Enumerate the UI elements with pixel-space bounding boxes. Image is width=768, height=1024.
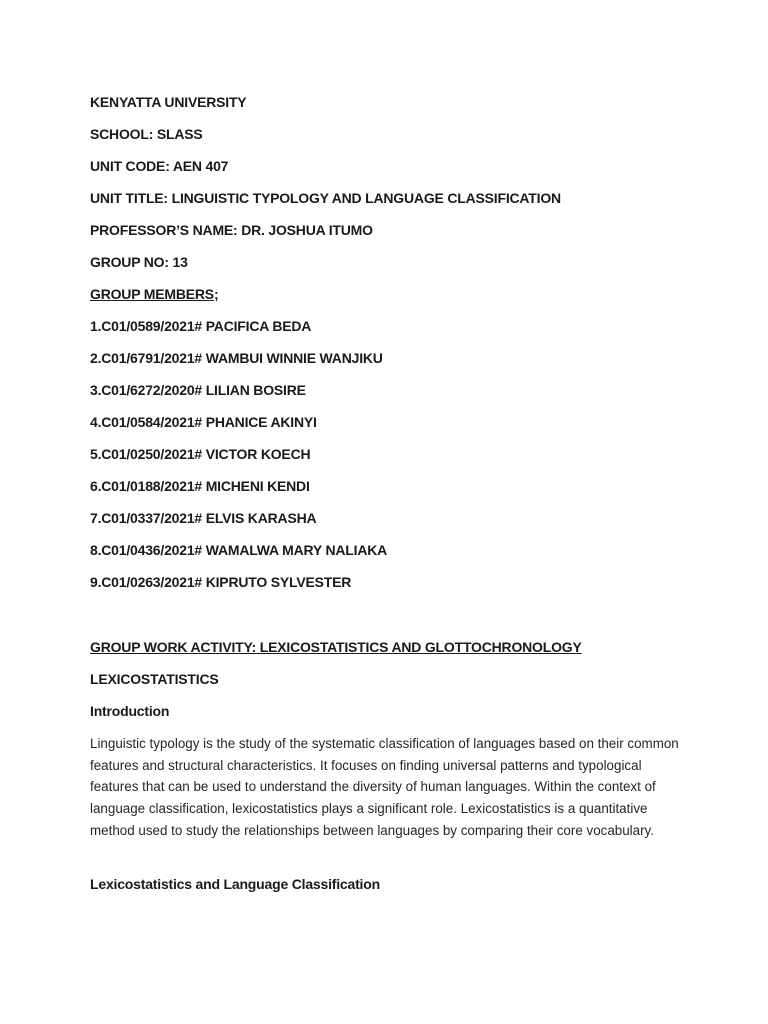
introduction-paragraph: Linguistic typology is the study of the systematic classification of languages based on their common features and structural characteristics. It focuses on finding universal patterns and typological features that can be used to understand the diversity of human languages. Within the context of language classification, lexicostatistics plays a significant role. Lexicostatistics is a quantitative method used to study the relationships between languages by comparing their core vocabulary. xyxy=(90,736,679,838)
list-item: 6.C01/0188/2021# MICHENI KENDI xyxy=(90,478,310,494)
list-item: 8.C01/0436/2021# WAMALWA MARY NALIAKA xyxy=(90,542,388,558)
list-item: 9.C01/0263/2021# KIPRUTO SYLVESTER xyxy=(90,574,352,590)
list-item: 1.C01/0589/2021# PACIFICA BEDA xyxy=(90,318,312,334)
introduction-heading: Introduction xyxy=(90,703,170,719)
list-item: 4.C01/0584/2021# PHANICE AKINYI xyxy=(90,414,317,430)
activity-title: GROUP WORK ACTIVITY: LEXICOSTATISTICS AND GLOTTOCHRONOLOGY xyxy=(90,639,582,655)
university-name: KENYATTA UNIVERSITY xyxy=(90,94,247,110)
list-item: 3.C01/6272/2020# LILIAN BOSIRE xyxy=(90,382,306,398)
list-item: 5.C01/0250/2021# VICTOR KOECH xyxy=(90,446,311,462)
school-line: SCHOOL: SLASS xyxy=(90,126,203,142)
subsection-heading: Lexicostatistics and Language Classification xyxy=(90,876,380,892)
professor-line: PROFESSOR’S NAME: DR. JOSHUA ITUMO xyxy=(90,222,373,238)
group-number-line: GROUP NO: 13 xyxy=(90,254,188,270)
list-item: 7.C01/0337/2021# ELVIS KARASHA xyxy=(90,510,317,526)
unit-code-line: UNIT CODE: AEN 407 xyxy=(90,158,229,174)
group-members-heading-text: GROUP MEMBERS xyxy=(90,286,214,302)
group-members-heading xyxy=(90,285,218,303)
list-item: 2.C01/6791/2021# WAMBUI WINNIE WANJIKU xyxy=(90,350,383,366)
unit-title-line: UNIT TITLE: LINGUISTIC TYPOLOGY AND LANGUAGE CLASSIFICATION xyxy=(90,190,561,206)
section-heading: LEXICOSTATISTICS xyxy=(90,671,219,687)
group-members-heading-suffix: ; xyxy=(213,286,219,302)
